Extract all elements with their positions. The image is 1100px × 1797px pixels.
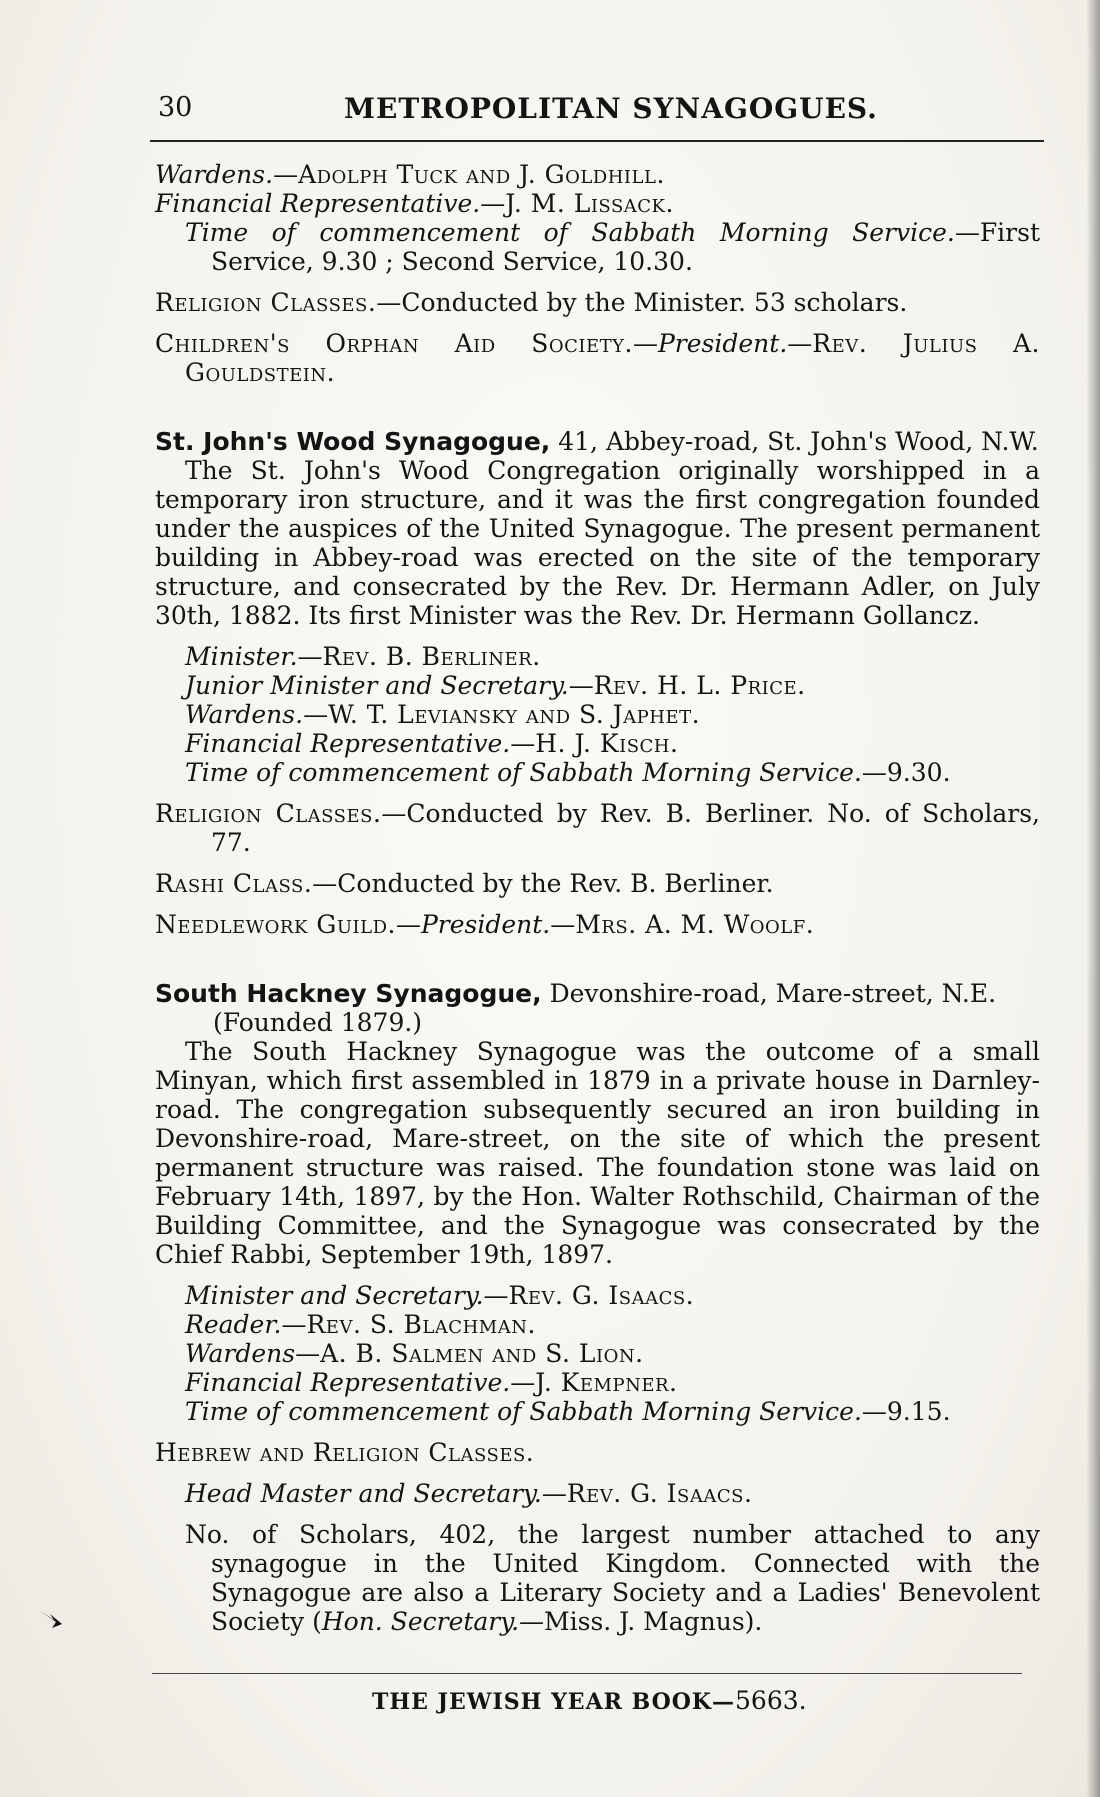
minister-entry: Minister.—Rev. B. Berliner.: [185, 642, 541, 671]
header-rule: [150, 140, 1044, 142]
financial-rep-entry: Financial Representative.—H. J. Kisch.: [185, 729, 679, 758]
footer-year: 5663.: [735, 1686, 807, 1715]
page-edge-shadow: [1086, 0, 1100, 1797]
head-master-entry: Head Master and Secretary.—Rev. G. Isaacs.: [185, 1479, 753, 1508]
financial-rep-entry: Financial Representative.—J. Kempner.: [185, 1368, 678, 1397]
financial-rep-entry: Financial Representative.—J. M. Lissack.: [155, 189, 674, 218]
page-header: [158, 92, 1040, 126]
footer-title: THE JEWISH YEAR BOOK—: [372, 1689, 736, 1715]
synagogue-name: St. John's Wood Synagogue,: [155, 427, 551, 456]
founded-note: (Founded 1879.): [213, 1008, 423, 1037]
service-time-entry: Time of commencement of Sabbath Morning Service.—9.15.: [185, 1397, 951, 1426]
junior-minister-entry: Junior Minister and Secretary.—Rev. H. L. Price.: [185, 671, 806, 700]
synagogue-address: Devonshire-road, Mare-street, N.E.: [549, 979, 997, 1008]
page-footer: [372, 1686, 807, 1715]
margin-mark-icon: [36, 1604, 66, 1634]
page-number: 30: [158, 92, 193, 123]
orphan-society-entry: Children's Orphan Aid Society.—President.—Rev. Julius A. Gouldstein.: [155, 329, 1040, 387]
religion-classes-entry: Religion Classes.—Conducted by the Minister. 53 scholars.: [155, 288, 908, 317]
reader-entry: Reader.—Rev. S. Blachman.: [185, 1310, 536, 1339]
synagogue-name: South Hackney Synagogue,: [155, 979, 542, 1008]
scholars-note: No. of Scholars, 402, the largest number attached to any synagogue in the United Kingdom. Connected with the Synagogue are also a Literary Society and a Ladies' Benevolent Society (Hon. Secretary.—Miss. J. Magnus).: [185, 1520, 1040, 1636]
st-johns-heading: [155, 427, 1040, 456]
wardens-entry: Wardens.—W. T. Leviansky and S. Japhet.: [185, 700, 701, 729]
south-hackney-heading: [155, 979, 1040, 1008]
service-time-entry: Time of commencement of Sabbath Morning Service.—9.30.: [185, 758, 951, 787]
page-body: [155, 160, 1040, 1636]
st-johns-history: The St. John's Wood Congregation originally worshipped in a temporary iron structure, and it was the first congregation founded under the auspices of the United Synagogue. The present permanent building in Abbey-road was erected on the site of the temporary structure, and consecrated by the Rev. Dr. Hermann Adler, on July 30th, 1882. Its first Minister was the Rev. Dr. Hermann Gollancz.: [155, 456, 1040, 630]
minister-entry: Minister and Secretary.—Rev. G. Isaacs.: [185, 1281, 695, 1310]
service-time-entry: Time of commencement of Sabbath Morning Service.—First Service, 9.30 ; Second Service, 10.30.: [185, 218, 1040, 276]
running-title: METROPOLITAN SYNAGOGUES.: [344, 92, 878, 125]
south-hackney-history: The South Hackney Synagogue was the outcome of a small Minyan, which first assembled in 1879 in a private house in Darnley-road. The congregation subsequently secured an iron building in Devonshire-road, Mare-street, on the site of which the present permanent structure was raised. The foundation stone was laid on February 14th, 1897, by the Hon. Walter Rothschild, Chairman of the Building Committee, and the Synagogue was consecrated by the Chief Rabbi, September 19th, 1897.: [155, 1037, 1040, 1269]
synagogue-address: 41, Abbey-road, St. John's Wood, N.W.: [558, 427, 1039, 456]
needlework-guild-entry: Needlework Guild.—President.—Mrs. A. M. Woolf.: [155, 910, 815, 939]
wardens-entry: Wardens.—Adolph Tuck and J. Goldhill.: [155, 160, 665, 189]
religion-classes-entry: Religion Classes.—Conducted by Rev. B. Berliner. No. of Scholars, 77.: [155, 799, 1040, 857]
footer-rule: [152, 1673, 1022, 1674]
wardens-entry: Wardens—A. B. Salmen and S. Lion.: [185, 1339, 644, 1368]
classes-heading: Hebrew and Religion Classes.: [155, 1438, 535, 1467]
rashi-class-entry: Rashi Class.—Conducted by the Rev. B. Berliner.: [155, 869, 774, 898]
